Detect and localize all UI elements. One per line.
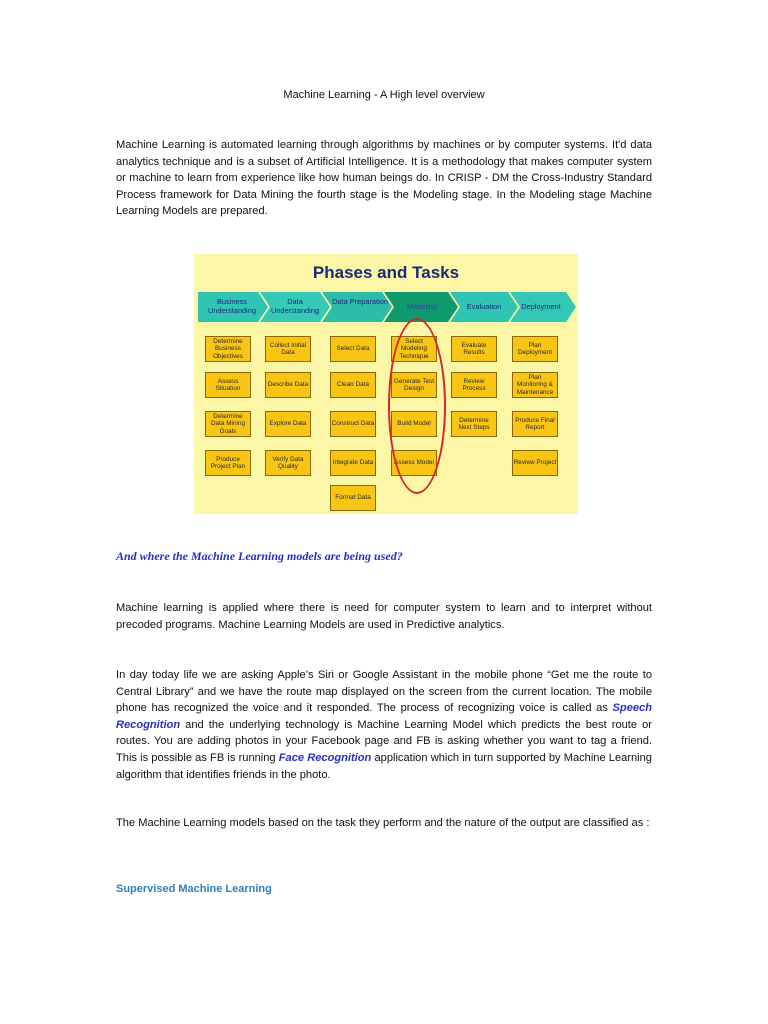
phase-label-data-understanding: Data Understanding — [270, 297, 320, 315]
task-box: Format Data — [330, 485, 376, 511]
phase-label-evaluation: Evaluation — [466, 302, 502, 311]
task-box: Produce Final Report — [512, 411, 558, 437]
examples-text-part3: application which in turn supported by Machine Learning algorithm that identifies friends in the photo. — [116, 751, 652, 781]
section-heading-supervised: Supervised Machine Learning — [116, 883, 272, 895]
task-box: Select Data — [330, 336, 376, 362]
phase-label-modeling: Modeling — [407, 302, 437, 311]
modeling-highlight-oval — [388, 318, 446, 494]
task-box: Determine Business Objectives — [205, 336, 251, 362]
task-box: Construct Data — [330, 411, 376, 437]
task-box: Build Model — [391, 411, 437, 437]
diagram-title: Phases and Tasks — [312, 263, 460, 282]
intro-paragraph — [116, 137, 652, 220]
crisp-dm-diagram — [194, 254, 578, 514]
phase-label-data-preparation: Data Preparation — [332, 297, 388, 306]
usage-paragraph — [116, 600, 652, 633]
phase-label-deployment: Deployment — [521, 302, 561, 311]
speech-recognition-term: Speech Recognition — [116, 702, 652, 731]
task-box: Produce Project Plan — [205, 450, 251, 476]
task-box: Generate Test Design — [391, 372, 437, 398]
task-box: Review Process — [451, 372, 497, 398]
task-box: Clean Data — [330, 372, 376, 398]
task-box: Review Project — [512, 450, 558, 476]
task-box: Verify Data Quality — [265, 450, 311, 476]
task-box: Collect Initial Data — [265, 336, 311, 362]
task-box: Explore Data — [265, 411, 311, 437]
task-box: Plan Monitoring & Maintenance — [512, 372, 558, 398]
task-box: Determine Data Mining Goals — [205, 411, 251, 437]
page-title: Machine Learning - A High level overview — [283, 89, 485, 101]
task-box: Determine Next Steps — [451, 411, 497, 437]
section-heading-usage: And where the Machine Learning models are being used? — [116, 549, 403, 563]
classification-text: The Machine Learning models based on the task they perform and the nature of the output are classified as : — [116, 817, 650, 829]
classification-paragraph — [116, 815, 652, 832]
task-box: Select Modeling Technique — [391, 336, 437, 362]
phase-label-business-understanding: Business Understanding — [207, 297, 257, 315]
examples-text-part2: and the underlying technology is Machine Learning Model which predicts the best route or routes. You are adding photos in your Facebook page and FB is asking whether you want to tag a friend. This is possible as FB is running — [116, 718, 652, 764]
task-box: Plan Deployment — [512, 336, 558, 362]
task-box: Describe Data — [265, 372, 311, 398]
examples-paragraph — [116, 667, 652, 783]
examples-text — [116, 667, 652, 783]
task-box: Integrate Data — [330, 450, 376, 476]
intro-text: Machine Learning is automated learning through algorithms by machines or by computer systems. It'd data analytics technique and is a subset of Artificial Intelligence. It is a methodology that makes computer system or machine to learn from experience like how human beings do. In CRISP - DM the Cross-Industry Standard Process framework for Data Mining the fourth stage is the Modeling stage. In the Modeling stage Machine Learning Models are prepared. — [116, 139, 652, 218]
task-box: Evaluate Results — [451, 336, 497, 362]
usage-text: Machine learning is applied where there is need for computer system to learn and to interpret without precoded programs. Machine Learning Models are used in Predictive analytics. — [116, 602, 652, 631]
task-box: Assess Situation — [205, 372, 251, 398]
task-box: Assess Model — [391, 450, 437, 476]
examples-text-part1: In day today life we are asking Apple’s Siri or Google Assistant in the mobile phone “Get me the route to Central Library” and we have the route map displayed on the screen from the current location. The mobile phone has recognized the voice and it responded. The process of recognizing voice is called as — [116, 669, 652, 715]
face-recognition-term: Face Recognition — [278, 751, 372, 764]
